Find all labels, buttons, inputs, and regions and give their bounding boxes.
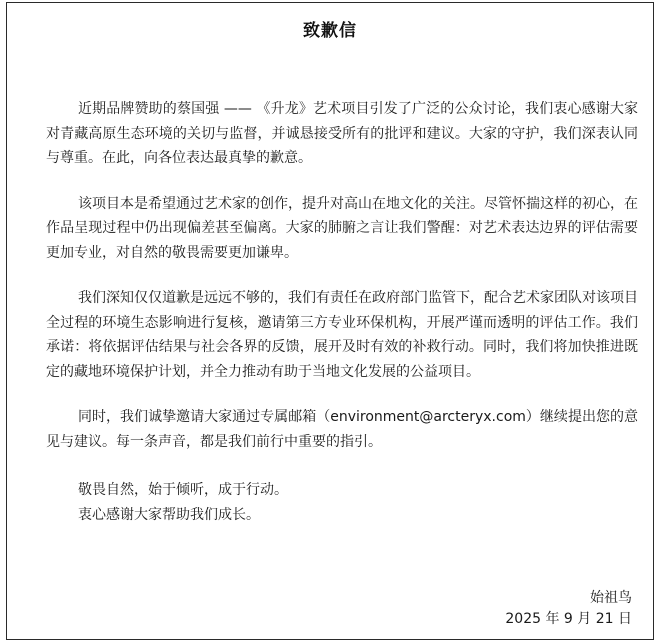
letter-body bbox=[46, 97, 638, 475]
signature-date: 2025 年 9 月 21 日 bbox=[505, 611, 632, 627]
paragraph-2: 该项目本是希望通过艺术家的创作，提升对高山在地文化的关注。尽管怀揣这样的初心，在作品呈现过程中仍出现偏差甚至偏离。大家的肺腑之言让我们警醒：对艺术表达边界的评估需要更加专业，对自然的敬畏需要更加谦卑。 bbox=[46, 195, 638, 261]
paragraph-4: 同时，我们诚挚邀请大家通过专属邮箱（environment@arcteryx.com）继续提出您的意见与建议。每一条声音，都是我们前行中重要的指引。 bbox=[46, 409, 638, 450]
closing-line-1: 敬畏自然，始于倾听，成于行动。 bbox=[78, 482, 288, 498]
closing-lines bbox=[78, 478, 288, 527]
paragraph-3: 我们深知仅仅道歉是远远不够的，我们有责任在政府部门监管下，配合艺术家团队对该项目全过程的环境生态影响进行复核，邀请第三方专业环保机构，开展严谨而透明的评估工作。我们承诺：将依据评估结果与社会各界的反馈，展开及时有效的补救行动。同时，我们将加快推进既定的藏地环境保护计划，并全力推动有助于当地文化发展的公益项目。 bbox=[46, 290, 638, 380]
signature-block bbox=[505, 588, 632, 630]
letter-title: 致歉信 bbox=[303, 21, 357, 41]
signature-brand: 始祖鸟 bbox=[590, 590, 632, 606]
paragraph-1: 近期品牌赞助的蔡国强 —— 《升龙》艺术项目引发了广泛的公众讨论，我们衷心感谢大家对青藏高原生态环境的关切与监督，并诚恳接受所有的批评和建议。大家的守护，我们深表认同与尊重。在此，向各位表达最真挚的歉意。 bbox=[46, 101, 638, 166]
closing-line-2: 衷心感谢大家帮助我们成长。 bbox=[78, 506, 260, 523]
